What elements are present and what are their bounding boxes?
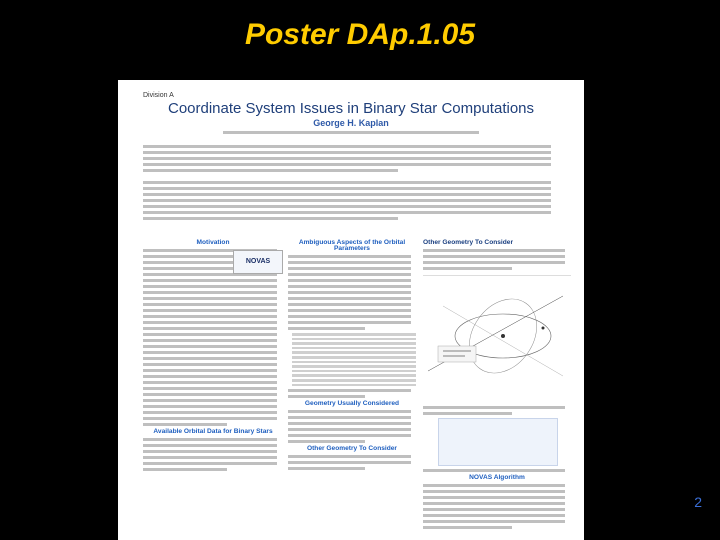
poster-column-right bbox=[423, 238, 571, 532]
bullet-list bbox=[288, 333, 416, 386]
poster-division: Division A bbox=[143, 92, 174, 99]
poster-column-middle bbox=[288, 238, 416, 473]
section-heading-geometry-usually: Geometry Usually Considered bbox=[304, 400, 400, 408]
section-heading-available-data: Available Orbital Data for Binary Stars bbox=[153, 428, 273, 435]
poster-affiliation bbox=[118, 129, 584, 136]
orbit-geometry-diagram bbox=[423, 275, 571, 401]
novas-logo: NOVAS bbox=[233, 250, 283, 274]
poster-intro-paragraph-2 bbox=[143, 178, 568, 228]
poster-title: Coordinate System Issues in Binary Star Computations bbox=[168, 100, 534, 117]
section-heading-other-geometry-2: Other Geometry To Consider bbox=[306, 445, 397, 453]
poster-column-left bbox=[143, 238, 283, 474]
diagram-inset bbox=[438, 418, 558, 466]
section-heading-motivation: Motivation bbox=[196, 239, 230, 246]
poster-image bbox=[118, 80, 584, 540]
section-heading-ambiguous: Ambiguous Aspects of the Orbital Parameters bbox=[298, 239, 406, 252]
slide-title: Poster DAp.1.05 bbox=[244, 18, 476, 51]
poster-intro-paragraph-1 bbox=[143, 142, 568, 174]
section-heading-other-geometry: Other Geometry To Consider bbox=[423, 239, 514, 246]
section-heading-novas-algorithm: NOVAS Algorithm bbox=[469, 474, 525, 481]
poster-author: George H. Kaplan bbox=[313, 118, 389, 128]
page-number: 2 bbox=[694, 494, 702, 510]
